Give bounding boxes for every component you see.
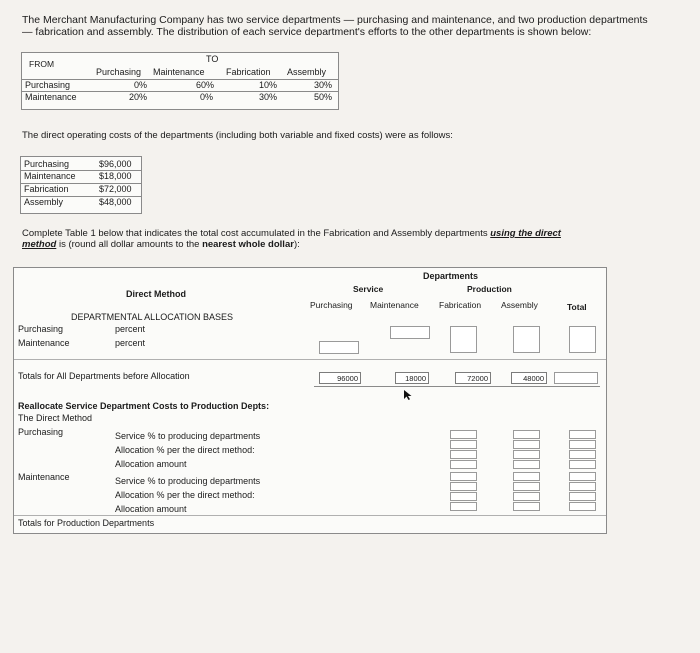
allocation-pct-label: Allocation % per the direct method:	[115, 445, 255, 455]
cost-name: Maintenance	[24, 171, 76, 181]
departments-header: Departments	[423, 271, 479, 281]
instruction-emphasis: using the direct	[490, 228, 561, 239]
col-maintenance: Maintenance	[153, 67, 205, 77]
total-maintenance-inputs[interactable]	[569, 472, 596, 512]
cell: 20%	[129, 92, 148, 102]
instructions	[22, 228, 561, 250]
assembly-before-value[interactable]: 48000	[511, 372, 547, 384]
col-purchasing-header: Purchasing	[310, 300, 353, 310]
instruction-bold: nearest whole dollar	[202, 239, 294, 250]
service-header: Service	[353, 284, 384, 294]
purchasing-base-input[interactable]	[319, 341, 359, 354]
maintenance-section-label: Maintenance	[18, 472, 70, 482]
cell: 0%	[134, 80, 148, 90]
percent-label: percent	[115, 324, 146, 334]
maintenance-base-input[interactable]	[390, 326, 430, 339]
col-assembly-header: Assembly	[501, 300, 538, 310]
instruction-text: ):	[293, 239, 300, 250]
distribution-table	[21, 52, 339, 110]
service-pct-label: Service % to producing departments	[115, 431, 261, 441]
costs-table	[20, 156, 142, 214]
intro-line-1: The Merchant Manufacturing Company has two service departments — purchasing and maintenance, and two production departments	[22, 14, 648, 26]
cell: 30%	[314, 80, 333, 90]
cell: 50%	[314, 92, 333, 102]
intro-line-2: — fabrication and assembly. The distribution of each service department's efforts to the other departments is shown below:	[22, 26, 592, 38]
row-maintenance: Maintenance	[25, 92, 77, 102]
assembly-base-inputs[interactable]	[513, 326, 540, 353]
allocation-amount-label: Allocation amount	[115, 504, 187, 514]
fabrication-base-inputs[interactable]	[450, 326, 477, 353]
cell: 60%	[196, 80, 215, 90]
row-purchasing: Purchasing	[25, 80, 71, 90]
fabrication-allocation-inputs[interactable]	[450, 430, 477, 470]
total-before-input[interactable]	[554, 372, 598, 384]
cost-value: $18,000	[99, 171, 132, 181]
total-base-inputs[interactable]	[569, 326, 596, 353]
allocation-amount-label: Allocation amount	[115, 459, 187, 469]
production-header: Production	[467, 284, 512, 294]
totals-before-label: Totals for All Departments before Allocation	[18, 371, 190, 381]
cost-name: Purchasing	[24, 159, 70, 169]
instruction-text: is (round all dollar amounts to the	[56, 239, 203, 250]
cell: 30%	[259, 92, 278, 102]
percent-label: percent	[115, 338, 146, 348]
from-label: FROM	[29, 59, 55, 69]
to-label: TO	[206, 54, 219, 64]
bases-maintenance-label: Maintenance	[18, 338, 70, 348]
assembly-allocation-inputs[interactable]	[513, 430, 540, 470]
mouse-cursor-icon	[403, 389, 413, 401]
totals-production-label: Totals for Production Departments	[18, 518, 155, 528]
cost-value: $48,000	[99, 197, 132, 207]
costs-intro: The direct operating costs of the departments (including both variable and fixed costs) were as follows:	[22, 130, 453, 141]
reallocate-heading: Reallocate Service Department Costs to Production Depts:	[18, 401, 270, 411]
allocation-pct-label: Allocation % per the direct method:	[115, 490, 255, 500]
cell: 0%	[200, 92, 214, 102]
maintenance-before-value[interactable]: 18000	[395, 372, 429, 384]
purchasing-before-value[interactable]: 96000	[319, 372, 361, 384]
direct-method-label: The Direct Method	[18, 413, 93, 423]
purchasing-section-label: Purchasing	[18, 427, 64, 437]
fabrication-before-value[interactable]: 72000	[455, 372, 491, 384]
fabrication-maintenance-inputs[interactable]	[450, 472, 477, 512]
table-1	[13, 267, 607, 534]
col-fabrication: Fabrication	[226, 67, 271, 77]
assembly-maintenance-inputs[interactable]	[513, 472, 540, 512]
bases-purchasing-label: Purchasing	[18, 324, 64, 334]
service-pct-label: Service % to producing departments	[115, 476, 261, 486]
cost-value: $72,000	[99, 184, 132, 194]
total-allocation-inputs[interactable]	[569, 430, 596, 470]
instruction-text: Complete Table 1 below that indicates the total cost accumulated in the Fabrication and Assembly departments	[22, 228, 491, 239]
cell: 10%	[259, 80, 278, 90]
instruction-emphasis: method	[22, 239, 57, 250]
bases-heading: DEPARTMENTAL ALLOCATION BASES	[71, 312, 234, 322]
col-assembly: Assembly	[287, 67, 327, 77]
col-purchasing: Purchasing	[96, 67, 142, 77]
col-total-header: Total	[567, 302, 587, 312]
cost-name: Fabrication	[24, 184, 69, 194]
cost-name: Assembly	[24, 197, 64, 207]
table-title: Direct Method	[126, 289, 187, 299]
col-fabrication-header: Fabrication	[439, 300, 482, 310]
col-maintenance-header: Maintenance	[370, 300, 419, 310]
problem-intro	[22, 14, 694, 38]
cost-value: $96,000	[99, 159, 132, 169]
